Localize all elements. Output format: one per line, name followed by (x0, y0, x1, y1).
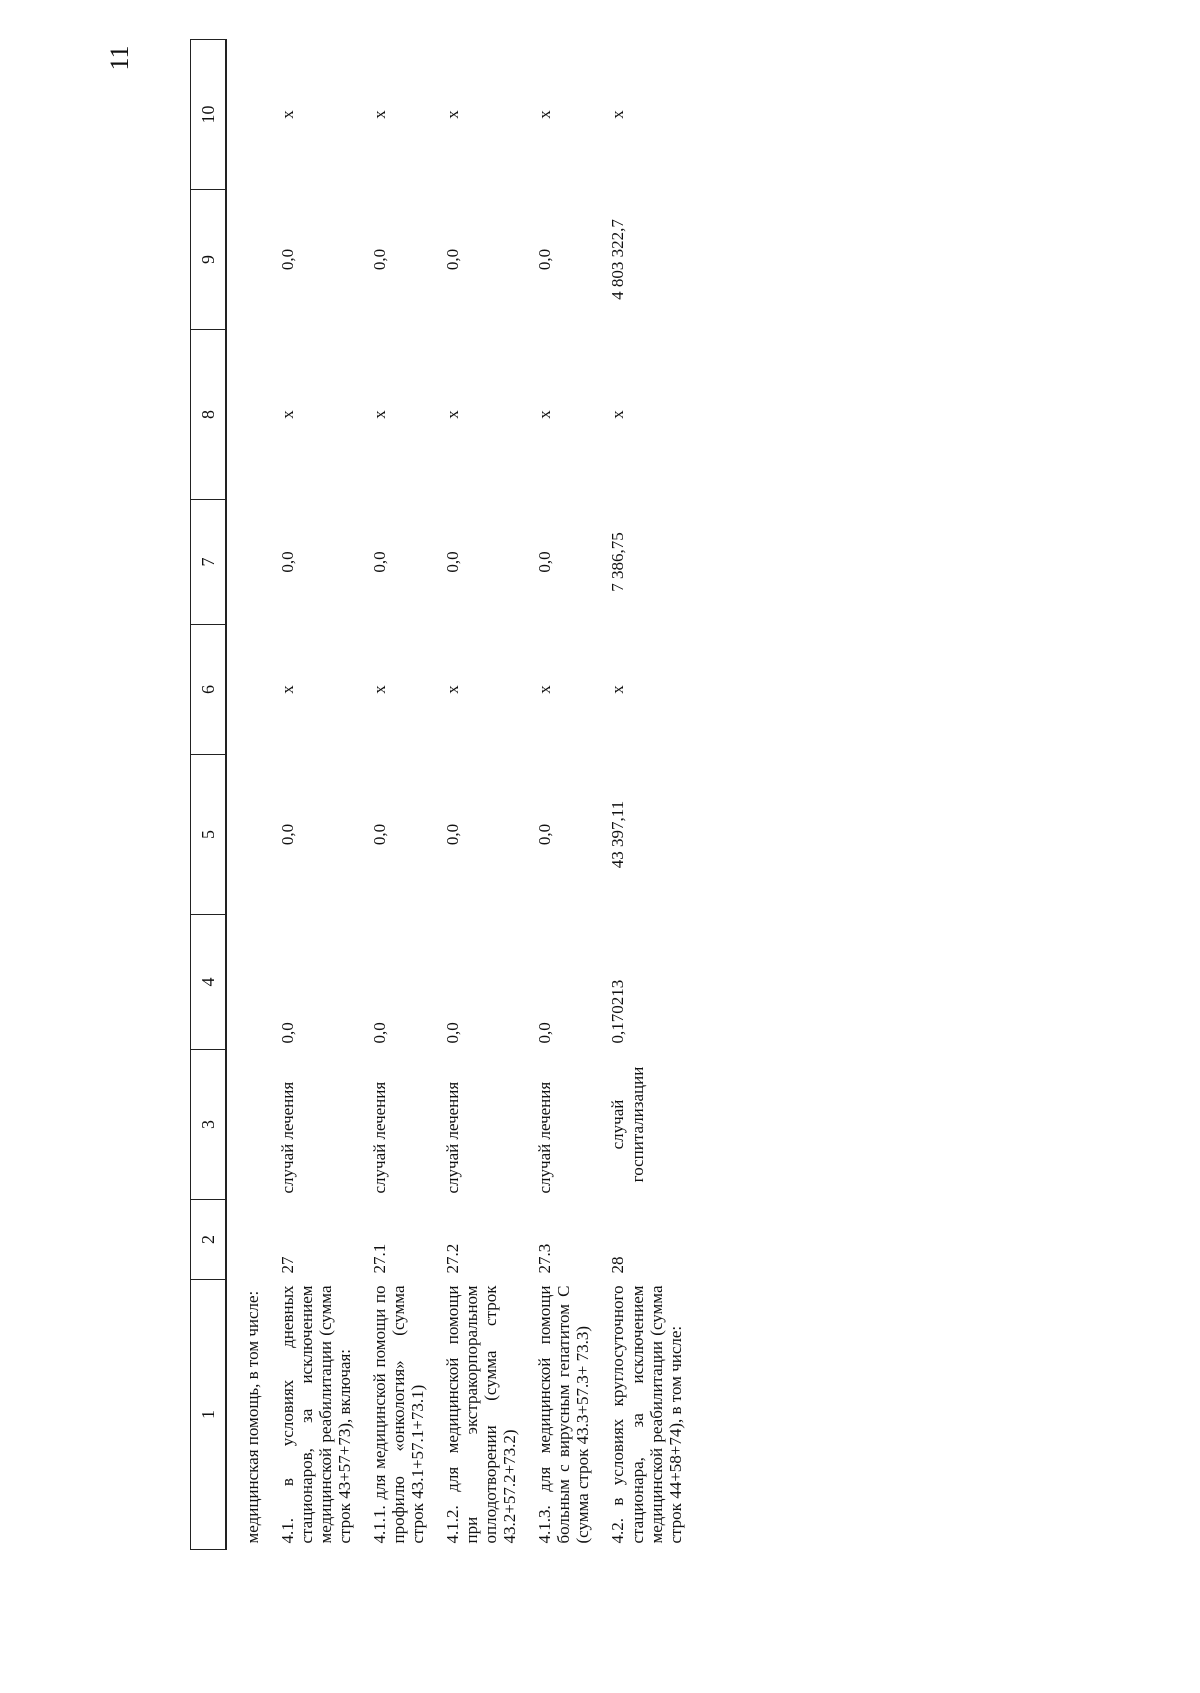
row-code: 27.1 (370, 1243, 390, 1274)
unit-cell: случай лечения (278, 1081, 298, 1194)
column-header: 4 (191, 915, 227, 1050)
table-row (226, 40, 272, 1550)
value-cell: х (443, 410, 463, 419)
table-row (364, 40, 437, 1550)
row-label: 4.1.1. для медицинской помощи по профилю «онкология» (сумма строк 43.1+57.1+73.1) (370, 1285, 428, 1544)
value-cell: 7 386,75 (608, 532, 628, 592)
row-code: 28 (608, 1256, 628, 1274)
unit-cell (226, 1050, 272, 1200)
column-header: 9 (191, 190, 227, 330)
page-number: 11 (105, 45, 134, 71)
value-cell: х (443, 685, 463, 694)
value-cell: 0,0 (443, 1022, 463, 1044)
value-cell: 0,0 (443, 823, 463, 846)
column-header: 10 (191, 40, 227, 190)
unit-cell: случай лечения (443, 1081, 463, 1194)
value-cell: х (370, 110, 390, 119)
rotated-table-sheet (190, 40, 1030, 1550)
value-cell: 0,0 (535, 551, 555, 573)
value-cell: х (370, 685, 390, 694)
value-cell: х (278, 410, 298, 419)
value-cell (226, 40, 272, 190)
row-code (226, 1200, 272, 1280)
row-label: 4.1.2. для медицинской помощи при экстракорпоральном оплодотворении (сумма строк 43.2+57.2+73.2) (443, 1285, 520, 1544)
value-cell: х (535, 685, 555, 694)
value-cell: х (608, 685, 628, 694)
value-cell: х (443, 110, 463, 119)
column-header: 5 (191, 755, 227, 915)
value-cell: 0,0 (278, 551, 298, 573)
value-cell: 0,0 (535, 248, 555, 271)
value-cell (226, 625, 272, 755)
value-cell: 0,0 (370, 1022, 390, 1044)
table-header-row (191, 40, 227, 1550)
value-cell: 0,0 (278, 248, 298, 271)
value-cell: 4 803 322,7 (608, 219, 628, 300)
value-cell: 0,0 (443, 248, 463, 271)
value-cell: х (278, 110, 298, 119)
unit-cell: случай лечения (535, 1081, 555, 1194)
table-row (602, 40, 694, 1550)
value-cell: 0,0 (370, 823, 390, 846)
column-header: 3 (191, 1050, 227, 1200)
value-cell: х (608, 410, 628, 419)
value-cell: 0,0 (535, 1022, 555, 1044)
row-code: 27.2 (443, 1243, 463, 1274)
value-cell (226, 500, 272, 625)
row-label: 4.1.3. для медицинской помощи больным с вирусным гепатитом С (сумма строк 43.3+57.3+ 73.3) (535, 1285, 593, 1544)
table-row (272, 40, 364, 1550)
table-row (437, 40, 529, 1550)
value-cell (226, 330, 272, 500)
column-header: 7 (191, 500, 227, 625)
value-cell: 0,0 (535, 823, 555, 846)
row-label: 4.2. в условиях круглосуточного стационара, за исключением медицинской реабилитации (сумма строк 44+58+74), в том числе: (608, 1285, 685, 1544)
value-cell: 43 397,11 (608, 800, 628, 869)
column-header: 2 (191, 1200, 227, 1280)
value-cell (226, 190, 272, 330)
row-label: 4.1. в условиях дневных стационаров, за исключением медицинской реабилитации (сумма строк 43+57+73), включая: (278, 1285, 355, 1544)
value-cell: 0,0 (370, 551, 390, 573)
value-cell (226, 755, 272, 915)
value-cell: х (608, 110, 628, 119)
column-header: 8 (191, 330, 227, 500)
value-cell: 0,0 (278, 823, 298, 846)
value-cell (226, 915, 272, 1050)
unit-cell: случай госпитализации (608, 1066, 647, 1183)
value-cell: х (535, 410, 555, 419)
row-label: медицинская помощь, в том числе: (243, 1290, 262, 1544)
value-cell: 0,170213 (608, 979, 628, 1044)
value-cell: х (535, 110, 555, 119)
value-cell: х (278, 685, 298, 694)
column-header: 6 (191, 625, 227, 755)
value-cell: 0,0 (443, 551, 463, 573)
data-table (190, 39, 695, 1550)
table-row (529, 40, 602, 1550)
value-cell: 0,0 (370, 248, 390, 271)
column-header: 1 (191, 1280, 227, 1550)
row-code: 27.3 (535, 1243, 555, 1274)
value-cell: х (370, 410, 390, 419)
unit-cell: случай лечения (370, 1081, 390, 1194)
value-cell: 0,0 (278, 1022, 298, 1044)
row-code: 27 (278, 1256, 298, 1274)
